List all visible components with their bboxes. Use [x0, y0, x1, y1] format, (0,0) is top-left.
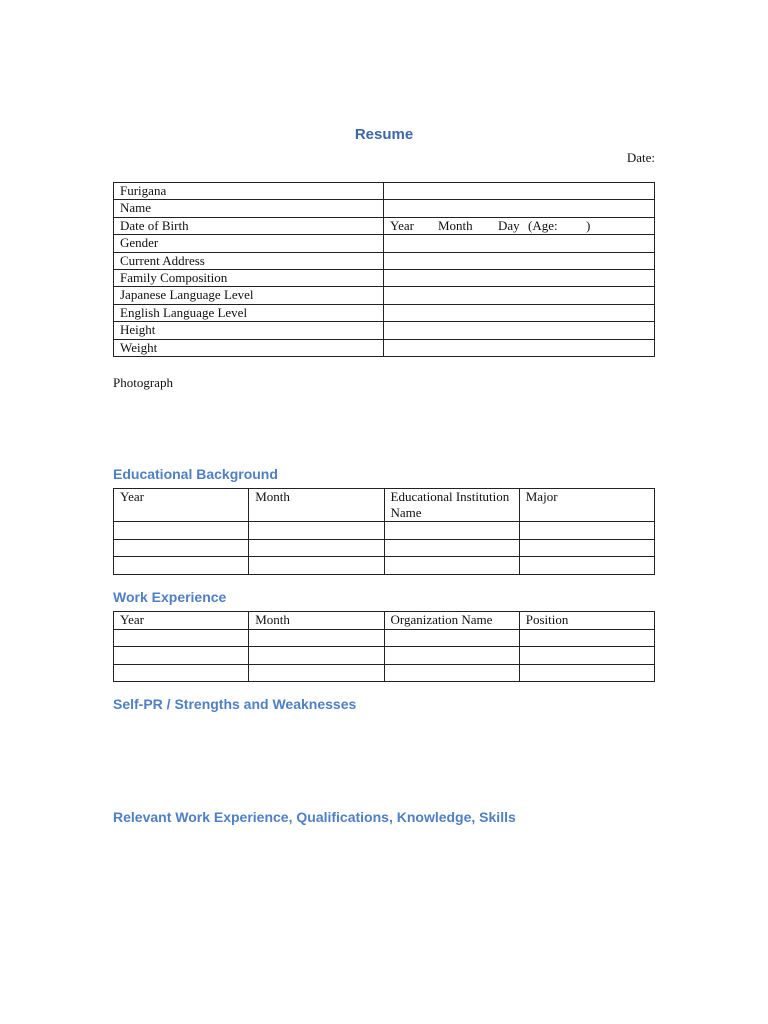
education-heading: Educational Background [113, 466, 278, 482]
table-header-row [114, 489, 655, 522]
table-row [114, 252, 655, 269]
english-level-field[interactable] [384, 304, 655, 321]
table-cell[interactable] [519, 647, 654, 665]
row-label-japanese-level: Japanese Language Level [114, 287, 384, 304]
family-composition-field[interactable] [384, 269, 655, 286]
dob-month-label: Month [438, 217, 473, 233]
table-row [114, 304, 655, 321]
table-cell[interactable] [384, 664, 519, 682]
photograph-label: Photograph [113, 375, 173, 390]
table-header-row [114, 612, 655, 630]
header-year: Year [114, 489, 249, 522]
work-experience-heading: Work Experience [113, 589, 227, 605]
header-month: Month [249, 489, 384, 522]
table-cell[interactable] [114, 664, 249, 682]
table-cell[interactable] [519, 629, 654, 647]
height-field[interactable] [384, 322, 655, 339]
table-row [114, 322, 655, 339]
table-cell[interactable] [384, 522, 519, 540]
table-cell[interactable] [519, 522, 654, 540]
table-row [114, 522, 655, 540]
table-cell[interactable] [519, 557, 654, 575]
dob-age-close-label: ) [586, 217, 591, 233]
table-row [114, 339, 655, 356]
table-cell[interactable] [249, 539, 384, 557]
table-row [114, 269, 655, 286]
table-cell[interactable] [114, 629, 249, 647]
date-of-birth-field[interactable] [384, 217, 655, 234]
table-cell[interactable] [114, 522, 249, 540]
table-row [114, 647, 655, 665]
current-address-field[interactable] [384, 252, 655, 269]
gender-field[interactable] [384, 235, 655, 252]
row-label-date-of-birth: Date of Birth [114, 217, 384, 234]
table-row [114, 557, 655, 575]
row-label-gender: Gender [114, 235, 384, 252]
table-cell[interactable] [384, 647, 519, 665]
name-field[interactable] [384, 200, 655, 217]
header-organization: Organization Name [384, 612, 519, 630]
table-cell[interactable] [384, 629, 519, 647]
row-label-furigana: Furigana [114, 183, 384, 200]
table-cell[interactable] [249, 664, 384, 682]
dob-day-label: Day [498, 217, 520, 233]
dob-age-open-label: (Age: [528, 217, 558, 233]
table-row [114, 539, 655, 557]
table-cell[interactable] [249, 629, 384, 647]
table-cell[interactable] [114, 647, 249, 665]
header-position: Position [519, 612, 654, 630]
table-row [114, 664, 655, 682]
header-month: Month [249, 612, 384, 630]
date-label: Date: [626, 150, 655, 165]
row-label-english-level: English Language Level [114, 304, 384, 321]
self-pr-heading: Self-PR / Strengths and Weaknesses [113, 696, 357, 712]
dob-year-label: Year [390, 217, 414, 233]
header-institution: Educational Institution Name [384, 489, 519, 522]
japanese-level-field[interactable] [384, 287, 655, 304]
table-row [114, 287, 655, 304]
header-major: Major [519, 489, 654, 522]
personal-info-table [113, 182, 655, 357]
table-row [114, 217, 655, 234]
row-label-family-composition: Family Composition [114, 269, 384, 286]
table-row [114, 235, 655, 252]
table-cell[interactable] [249, 647, 384, 665]
table-cell[interactable] [249, 557, 384, 575]
work-experience-table [113, 611, 655, 682]
table-cell[interactable] [114, 539, 249, 557]
table-cell[interactable] [519, 539, 654, 557]
row-label-weight: Weight [114, 339, 384, 356]
table-cell[interactable] [519, 664, 654, 682]
row-label-current-address: Current Address [114, 252, 384, 269]
education-table [113, 488, 655, 575]
page-title: Resume [354, 126, 414, 143]
row-label-height: Height [114, 322, 384, 339]
furigana-field[interactable] [384, 183, 655, 200]
header-year: Year [114, 612, 249, 630]
table-cell[interactable] [384, 557, 519, 575]
table-cell[interactable] [114, 557, 249, 575]
table-cell[interactable] [249, 522, 384, 540]
weight-field[interactable] [384, 339, 655, 356]
table-cell[interactable] [384, 539, 519, 557]
relevant-experience-heading: Relevant Work Experience, Qualifications, Knowledge, Skills [113, 809, 516, 825]
table-row [114, 200, 655, 217]
row-label-name: Name [114, 200, 384, 217]
table-row [114, 629, 655, 647]
table-row [114, 183, 655, 200]
